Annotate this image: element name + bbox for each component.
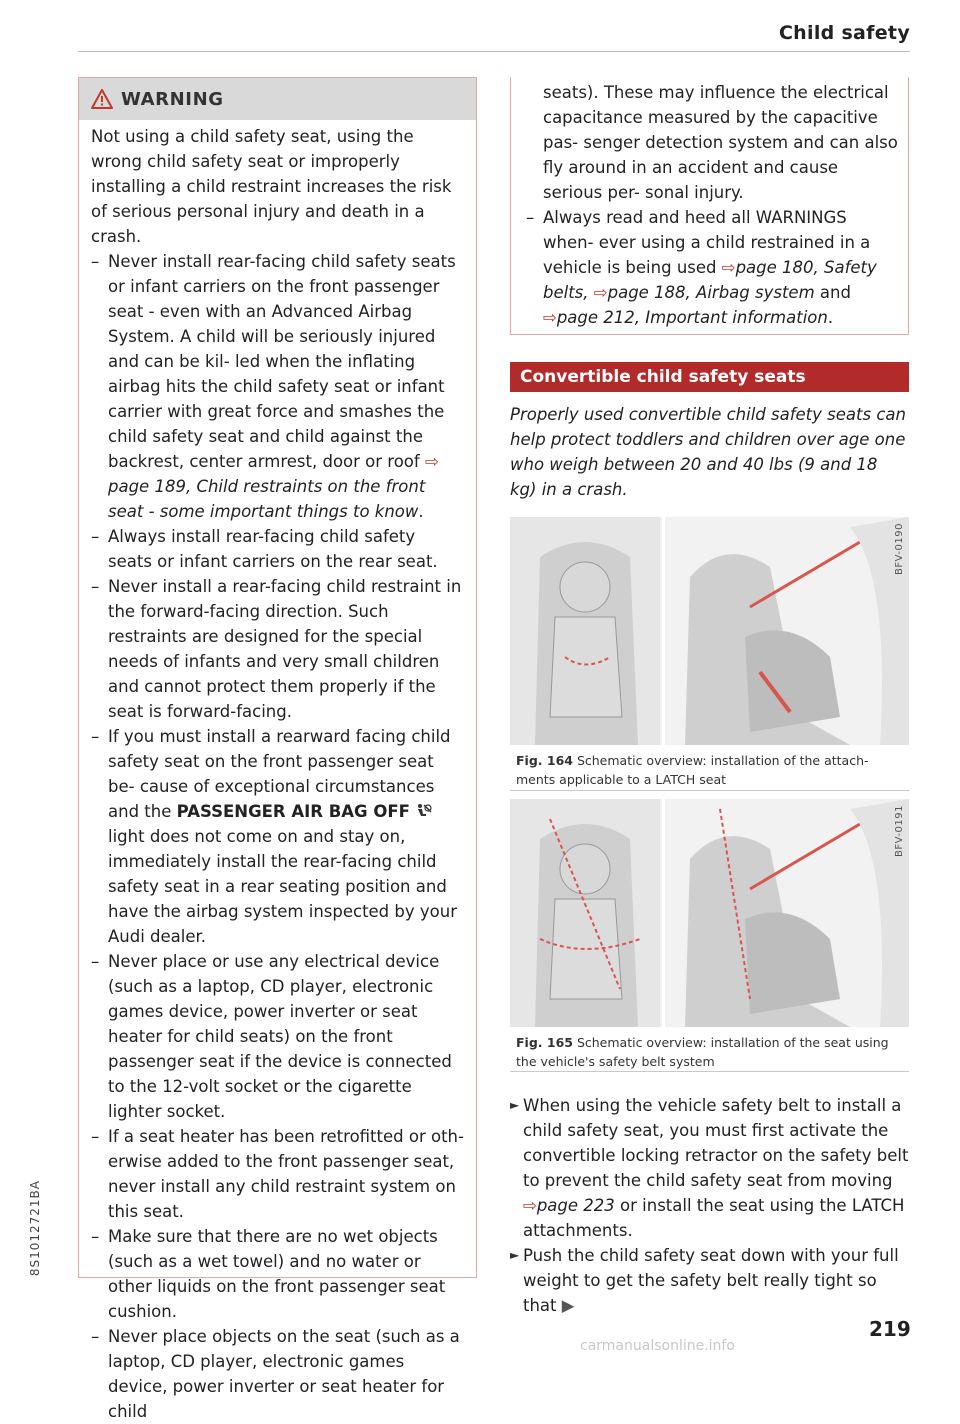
- warning-item: – Never install rear-facing child safety seats or infant carriers on the front passenger seat - even with an Advanced Airbag System. A child will be seriously injured and can be kil- led when the inflating airbag hits the child safety seat or infant carrier with great force and smashes the child safety seat and child against the backrest, center armrest, door or roof ⇨ page 189, Child restraints on the front seat - some important things to know.: [91, 252, 456, 521]
- section-title: Child safety: [778, 22, 910, 44]
- passenger-airbag-off-icon: [415, 803, 433, 819]
- header-divider: [78, 51, 910, 52]
- warning-cont-list: [526, 205, 898, 330]
- warning-item: – Never install a rear-facing child restraint in the forward-facing direction. Such restraints are designed for the special needs of infants and very small children and cannot protect them properly if the seat is forward-facing.: [91, 577, 462, 721]
- figure-164: [510, 517, 909, 791]
- page-ref-arrow-icon: ⇨: [523, 1196, 537, 1215]
- step-item: ► Push the child safety seat down with your full weight to get the safety belt really tight so that ▶: [510, 1243, 909, 1318]
- warning-header: [79, 78, 476, 120]
- page-ref-link[interactable]: page 180, Safety belts,: [543, 258, 877, 302]
- warning-item: – Never place objects on the seat (such as a laptop, CD player, electronic games device, power inverter or seat heater for child: [91, 1327, 460, 1421]
- warning-box: [78, 77, 477, 1421]
- section-heading: Convertible child safety seats: [510, 362, 909, 392]
- warning-item: – Never place or use any electrical device (such as a laptop, CD player, electronic games device, power inverter or seat heater for child seats) on the front passenger seat if the device is connected to the 12-volt socket or the cigarette lighter socket.: [91, 952, 452, 1121]
- figure-caption: Fig. 164 Schematic overview: installation of the attach- ments applicable to a LATCH seat: [516, 753, 869, 787]
- figure-caption: Fig. 165 Schematic overview: installation of the seat using the vehicle's safety belt system: [516, 1035, 889, 1069]
- warning-list: [91, 249, 464, 1424]
- watermark: carmanualsonline.info: [580, 1338, 735, 1354]
- warning-item: – If a seat heater has been retrofitted or oth- erwise added to the front passenger seat, never install any child restraint system on this seat.: [91, 1127, 464, 1221]
- instruction-steps: [510, 1093, 909, 1318]
- figure-id: BFV-0191: [894, 805, 905, 857]
- warning-item: – Always read and heed all WARNINGS when- ever using a child restrained in a vehicle is being used ⇨page 180, Safety belts, ⇨page 188, Airbag system and ⇨page 212, Important information.: [526, 208, 877, 327]
- page-ref-link[interactable]: page 189, Child restraints on the front seat - some important things to know: [108, 477, 426, 521]
- page-ref-link[interactable]: page 188, Airbag system: [607, 283, 815, 302]
- page-number: 219: [869, 1317, 911, 1341]
- page-ref-arrow-icon: ⇨: [721, 258, 736, 277]
- warning-item: – Always install rear-facing child safety seats or infant carriers on the rear seat.: [91, 527, 438, 571]
- page-ref-arrow-icon: ⇨: [543, 308, 557, 327]
- page-ref-arrow-icon: ⇨: [424, 452, 439, 471]
- figure-165: [510, 799, 909, 1072]
- step-item: ► When using the vehicle safety belt to install a child safety seat, you must first activate the convertible locking retractor on the safety belt to prevent the child safety seat from moving ⇨page 223 or install the seat using the LATCH attachments.: [510, 1093, 909, 1243]
- belt-installed-seat-illustration: [510, 799, 909, 1027]
- warning-item: – If you must install a rearward facing child safety seat on the front passenger seat be- cause of exceptional circumstances and the PASSENGER AIR BAG OFF light does not come on and stay on, immediately install the rear-facing child safety seat in a rear seating position and have the airbag system inspected by your Audi dealer.: [91, 727, 457, 946]
- figure-id: BFV-0190: [894, 523, 905, 575]
- step-marker-icon: ►: [510, 1098, 520, 1112]
- page-ref-arrow-icon: ⇨: [593, 283, 608, 302]
- warning-continuation-box: [510, 77, 909, 335]
- page-ref-link[interactable]: page 223: [536, 1196, 615, 1215]
- page-ref-link[interactable]: page 212, Important information: [556, 308, 828, 327]
- warning-triangle-icon: [91, 89, 113, 109]
- airbag-off-label: PASSENGER AIR BAG OFF: [176, 802, 410, 821]
- section-intro: Properly used convertible child safety seats can help protect toddlers and children over age one who weigh between 20 and 40 lbs (9 and 18 kg) in a crash.: [510, 405, 906, 499]
- warning-title: WARNING: [121, 88, 224, 110]
- warning-item: – Make sure that there are no wet objects (such as a wet towel) and no water or other liquids on the front passenger seat cushion.: [91, 1227, 446, 1321]
- continue-arrow-icon: ▶: [561, 1296, 575, 1315]
- latch-seat-illustration: [510, 517, 909, 745]
- warning-cont-para: seats). These may influence the electrical capacitance measured by the capacitive pas- senger detection system and can also fly around in an accident and cause serious per- sonal injury.: [543, 83, 898, 202]
- document-code: 8S1012721BA: [28, 1180, 42, 1277]
- warning-intro: Not using a child safety seat, using the wrong child safety seat or improperly installing a child restraint increases the risk of serious personal injury and death in a crash.: [91, 127, 452, 246]
- step-marker-icon: ►: [510, 1248, 520, 1262]
